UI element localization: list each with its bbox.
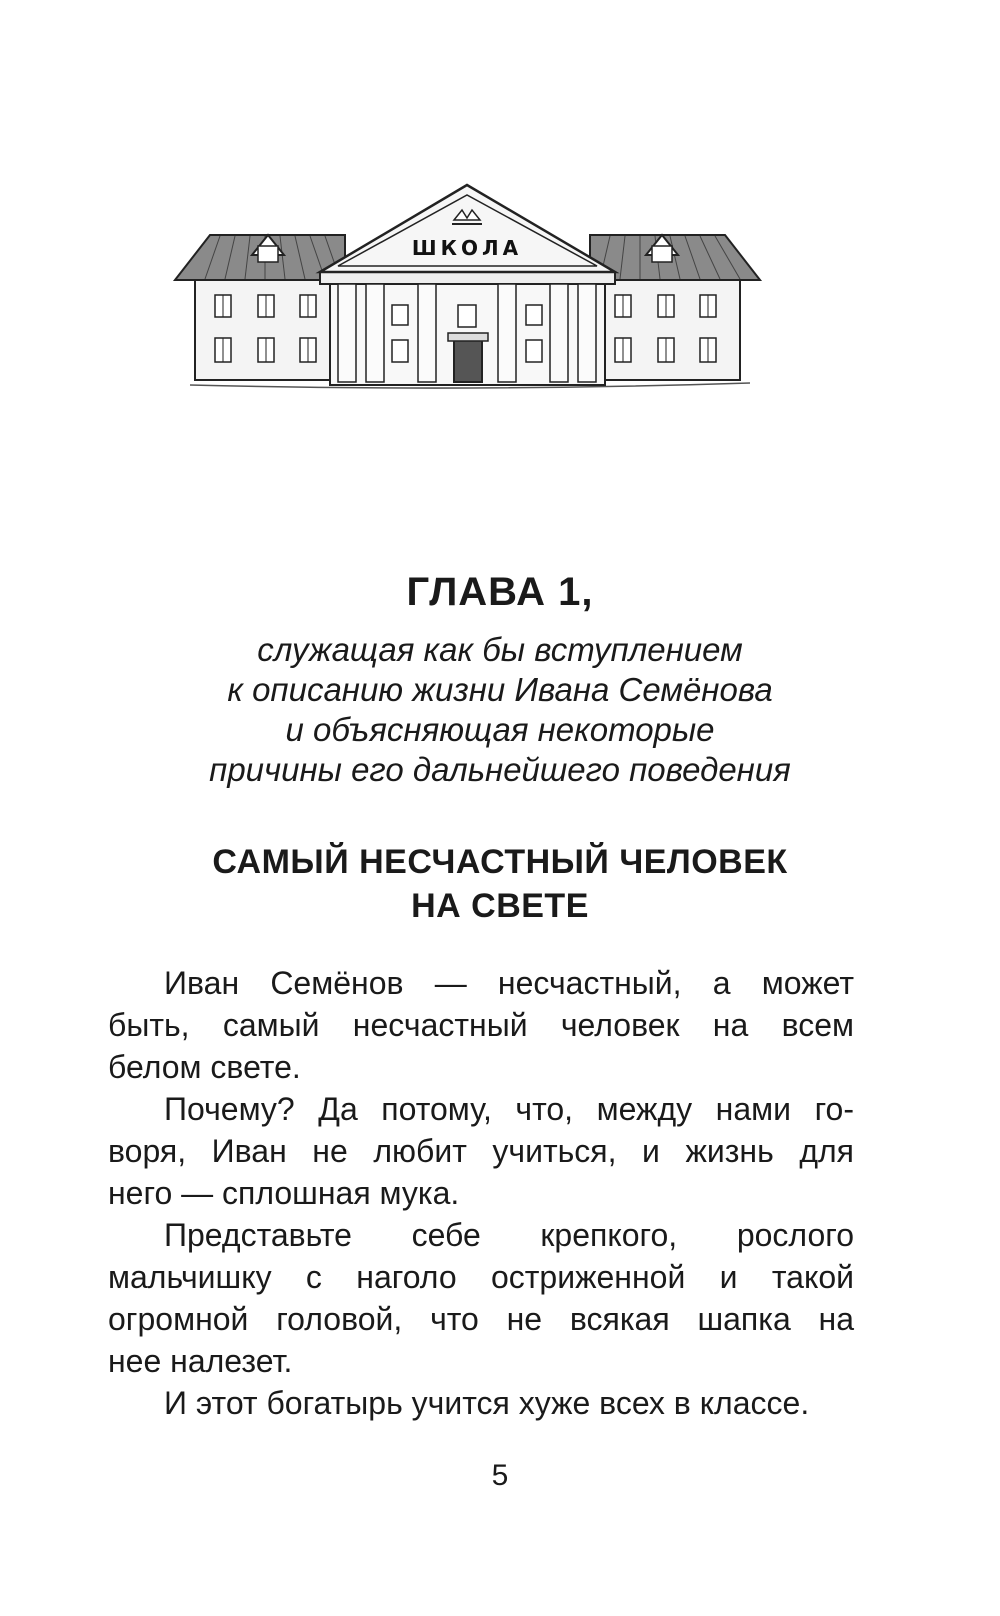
section-title [0,840,1000,928]
section-title-line: НА СВЕТЕ [411,887,589,925]
school-sign: ШКОЛА [411,236,523,260]
section-title-line: САМЫЙ НЕСЧАСТНЫЙ ЧЕЛОВЕК [212,843,788,881]
text-line: огромной головой, что не всякая шапка на [108,1301,854,1337]
text-line: Иван Семёнов — несчастный, а может [164,965,854,1001]
text-line: него — сплошная мука. [108,1175,460,1211]
chapter-subtitle [0,630,1000,790]
page-number: 5 [491,1459,509,1492]
text-line: быть, самый несчастный человек на всем [108,1007,854,1043]
text-line: мальчишку с наголо остриженной и такой [108,1259,854,1295]
subtitle-line: служащая как бы вступлением [257,631,743,668]
subtitle-line: причины его дальнейшего поведения [209,751,791,788]
text-line: белом свете. [108,1049,301,1085]
text-line: Представьте себе крепкого, рослого [164,1217,854,1253]
text-line: нее налезет. [108,1343,293,1379]
text-line: И этот богатырь учится хуже всех в классе. [164,1385,810,1421]
school-building-illustration [170,180,770,405]
chapter-title: ГЛАВА 1, [406,570,594,614]
subtitle-line: к описанию жизни Ивана Семёнова [227,671,773,708]
subtitle-line: и объясняющая некоторые [285,711,715,748]
text-line: Почему? Да потому, что, между нами го- [164,1091,854,1127]
text-line: воря, Иван не любит учиться, и жизнь для [108,1133,854,1169]
body-text [108,962,854,1424]
